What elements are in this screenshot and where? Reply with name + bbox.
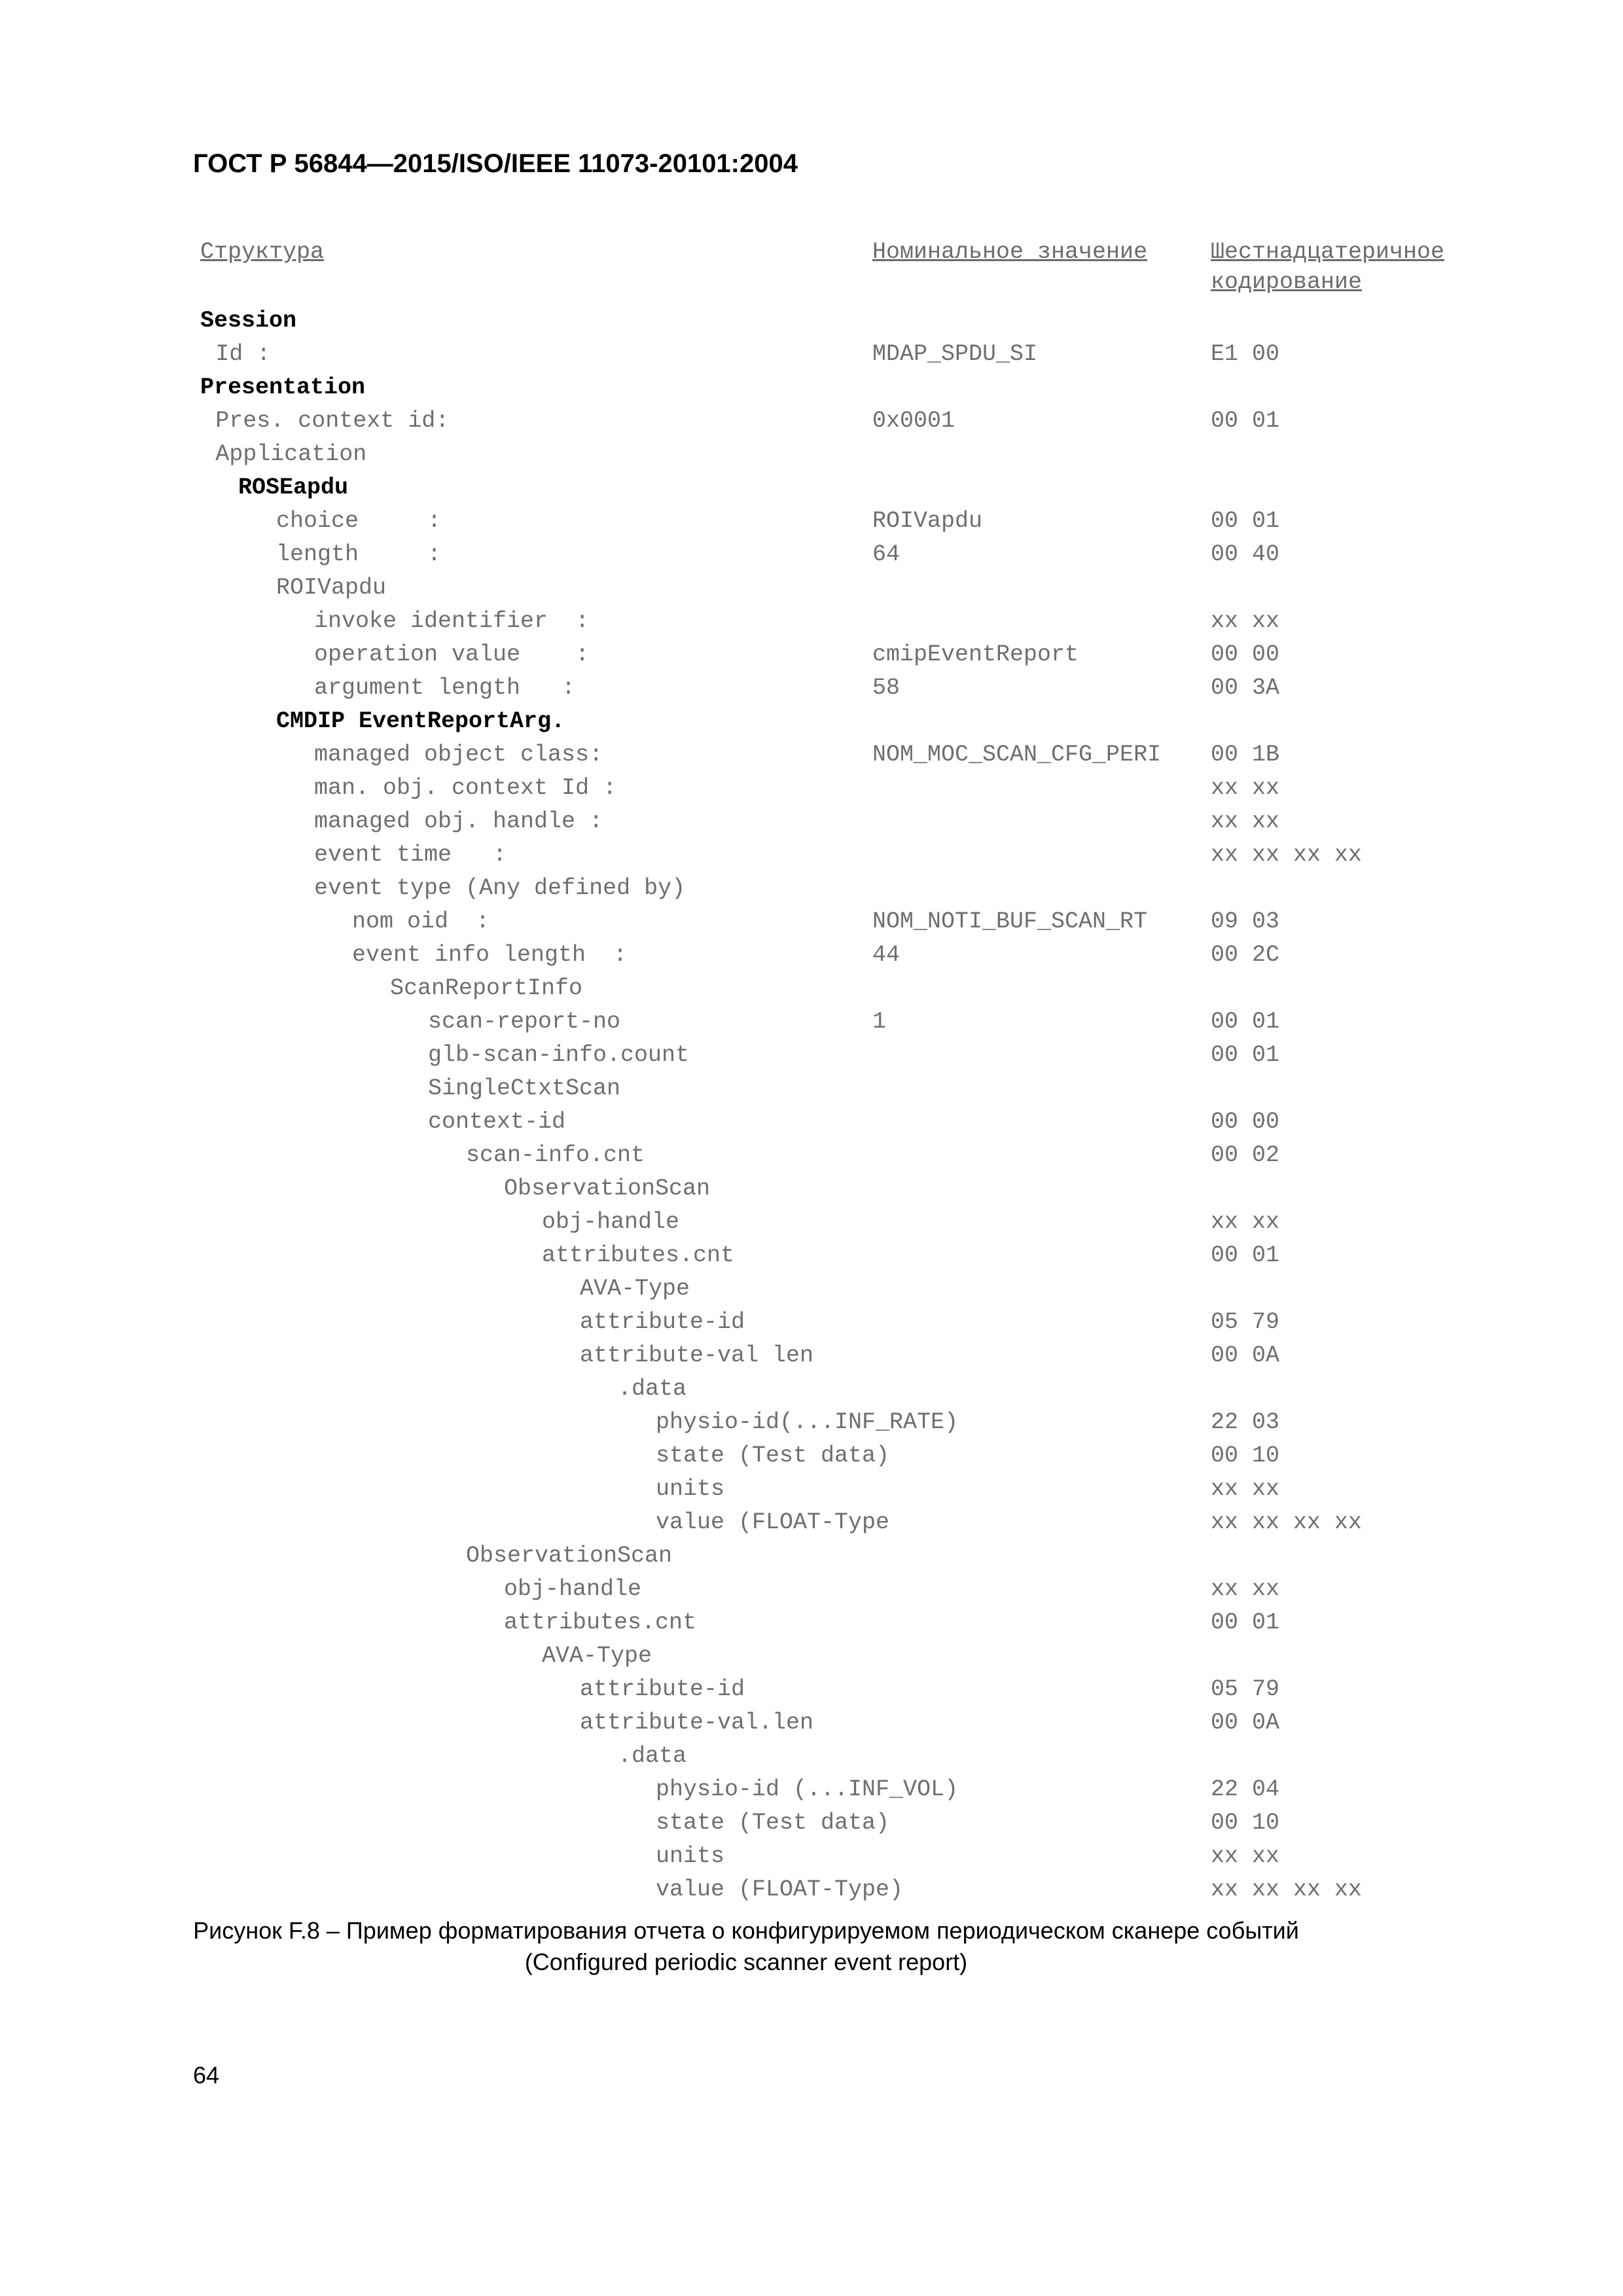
column-header-nominal-value: Номинальное значение bbox=[872, 239, 1148, 265]
hex-encoding: 00 00 bbox=[1211, 1109, 1280, 1135]
hex-encoding: 00 2C bbox=[1211, 942, 1280, 968]
table-row bbox=[0, 1740, 1623, 1773]
table-row bbox=[0, 872, 1623, 905]
structure-field: attribute-val len bbox=[580, 1342, 814, 1369]
structure-field: attribute-val.len bbox=[580, 1710, 814, 1736]
structure-field: choice : bbox=[276, 508, 442, 534]
structure-field: .data bbox=[618, 1743, 687, 1769]
table-row bbox=[0, 805, 1623, 838]
table-row bbox=[0, 1539, 1623, 1573]
hex-encoding: 00 01 bbox=[1211, 508, 1280, 534]
hex-encoding: xx xx bbox=[1211, 808, 1280, 834]
structure-field: glb-scan-info.count bbox=[428, 1042, 690, 1068]
hex-encoding: 22 04 bbox=[1211, 1776, 1280, 1803]
table-row bbox=[0, 672, 1623, 705]
nominal-value: NOM_NOTI_BUF_SCAN_RT bbox=[872, 908, 1148, 935]
hex-encoding: xx xx bbox=[1211, 775, 1280, 801]
table-row bbox=[0, 304, 1623, 338]
structure-field: nom oid : bbox=[352, 908, 490, 935]
structure-field: operation value : bbox=[314, 641, 590, 668]
structure-field: invoke identifier : bbox=[314, 608, 590, 634]
structure-field: ScanReportInfo bbox=[390, 975, 583, 1001]
structure-field: man. obj. context Id : bbox=[314, 775, 617, 801]
table-row bbox=[0, 638, 1623, 672]
table-row bbox=[0, 1406, 1623, 1439]
structure-field: Id : bbox=[215, 341, 271, 367]
hex-encoding: 00 10 bbox=[1211, 1443, 1280, 1469]
structure-field: AVA-Type bbox=[542, 1643, 652, 1669]
nominal-value: MDAP_SPDU_SI bbox=[872, 341, 1038, 367]
structure-field: argument length : bbox=[314, 675, 576, 701]
table-row bbox=[0, 1606, 1623, 1640]
table-row bbox=[0, 1439, 1623, 1473]
table-row bbox=[0, 1806, 1623, 1840]
structure-field: event time : bbox=[314, 842, 507, 868]
hex-encoding: 05 79 bbox=[1211, 1309, 1280, 1335]
structure-field: state (Test data) bbox=[656, 1443, 890, 1469]
structure-field: Pres. context id: bbox=[215, 408, 450, 434]
hex-encoding: xx xx bbox=[1211, 1576, 1280, 1602]
table-row bbox=[0, 571, 1623, 605]
structure-field: length : bbox=[276, 541, 442, 567]
table-row bbox=[0, 1573, 1623, 1606]
hex-encoding: 00 02 bbox=[1211, 1142, 1280, 1168]
page-number: 64 bbox=[193, 2062, 220, 2089]
table-row bbox=[0, 905, 1623, 939]
structure-field: AVA-Type bbox=[580, 1276, 690, 1302]
table-row bbox=[0, 605, 1623, 638]
hex-encoding: 05 79 bbox=[1211, 1676, 1280, 1702]
structure-field: event type (Any defined by) bbox=[314, 875, 686, 901]
structure-field: Presentation bbox=[200, 374, 366, 401]
hex-encoding: 00 0A bbox=[1211, 1342, 1280, 1369]
nominal-value: NOM_MOC_SCAN_CFG_PERI bbox=[872, 742, 1162, 768]
nominal-value: 58 bbox=[872, 675, 901, 701]
table-row bbox=[0, 838, 1623, 872]
structure-field: ObservationScan bbox=[466, 1543, 673, 1569]
table-row bbox=[0, 1339, 1623, 1372]
nominal-value: 0x0001 bbox=[872, 408, 955, 434]
nominal-value: cmipEventReport bbox=[872, 641, 1079, 668]
table-row bbox=[0, 438, 1623, 471]
structure-field: state (Test data) bbox=[656, 1810, 890, 1836]
structure-field: units bbox=[656, 1476, 725, 1502]
column-header-structure: Структура bbox=[200, 239, 325, 265]
structure-field: managed obj. handle : bbox=[314, 808, 603, 834]
structure-field: scan-info.cnt bbox=[466, 1142, 645, 1168]
structure-field: ROSEapdu bbox=[238, 475, 349, 501]
hex-encoding: xx xx xx xx bbox=[1211, 1876, 1363, 1903]
table-row bbox=[0, 538, 1623, 571]
structure-field: SingleCtxtScan bbox=[428, 1075, 621, 1102]
table-row bbox=[0, 1840, 1623, 1873]
table-row bbox=[0, 1473, 1623, 1506]
hex-encoding: xx xx bbox=[1211, 1209, 1280, 1235]
structure-field: Application bbox=[215, 441, 367, 467]
figure-caption: Рисунок F.8 – Пример форматирования отчета о конфигурируемом периодическом сканере событий (Configured periodic scanner event report) bbox=[193, 1917, 1299, 1975]
table-row bbox=[0, 1306, 1623, 1339]
structure-field: value (FLOAT-Type) bbox=[656, 1876, 904, 1903]
structure-field: managed object class: bbox=[314, 742, 603, 768]
structure-field: units bbox=[656, 1843, 725, 1869]
hex-encoding: xx xx bbox=[1211, 608, 1280, 634]
table-row bbox=[0, 1005, 1623, 1039]
table-row bbox=[0, 972, 1623, 1005]
structure-field: attributes.cnt bbox=[542, 1242, 735, 1268]
structure-field: context-id bbox=[428, 1109, 566, 1135]
table-row bbox=[0, 1640, 1623, 1673]
hex-encoding: 00 01 bbox=[1211, 1042, 1280, 1068]
table-row bbox=[0, 772, 1623, 805]
table-row bbox=[0, 1172, 1623, 1206]
hex-encoding: 00 01 bbox=[1211, 1242, 1280, 1268]
table-row bbox=[0, 1873, 1623, 1907]
hex-encoding: 00 1B bbox=[1211, 742, 1280, 768]
structure-field: attribute-id bbox=[580, 1309, 745, 1335]
nominal-value: 64 bbox=[872, 541, 901, 567]
hex-encoding: 00 01 bbox=[1211, 408, 1280, 434]
hex-encoding: E1 00 bbox=[1211, 341, 1280, 367]
table-row bbox=[0, 705, 1623, 738]
structure-table bbox=[0, 304, 1623, 1907]
structure-field: ROIVapdu bbox=[276, 575, 387, 601]
nominal-value: 44 bbox=[872, 942, 901, 968]
table-row bbox=[0, 1239, 1623, 1272]
table-row bbox=[0, 1673, 1623, 1706]
structure-field: obj-handle bbox=[542, 1209, 680, 1235]
table-row bbox=[0, 1105, 1623, 1139]
table-row bbox=[0, 1039, 1623, 1072]
column-header-hex-encoding: Шестнадцатеричное кодирование bbox=[1211, 239, 1445, 295]
table-row bbox=[0, 1506, 1623, 1539]
table-row bbox=[0, 338, 1623, 371]
hex-encoding: 09 03 bbox=[1211, 908, 1280, 935]
hex-encoding: 00 01 bbox=[1211, 1009, 1280, 1035]
table-row bbox=[0, 1706, 1623, 1740]
table-row bbox=[0, 1773, 1623, 1806]
structure-field: physio-id(...INF_RATE) bbox=[656, 1409, 959, 1435]
hex-encoding: xx xx bbox=[1211, 1476, 1280, 1502]
table-row bbox=[0, 738, 1623, 772]
nominal-value: 1 bbox=[872, 1009, 887, 1035]
hex-encoding: 00 40 bbox=[1211, 541, 1280, 567]
hex-encoding: 22 03 bbox=[1211, 1409, 1280, 1435]
table-row bbox=[0, 1372, 1623, 1406]
table-row bbox=[0, 1072, 1623, 1105]
structure-field: physio-id (...INF_VOL) bbox=[656, 1776, 959, 1803]
hex-encoding: 00 10 bbox=[1211, 1810, 1280, 1836]
hex-encoding: 00 00 bbox=[1211, 641, 1280, 668]
structure-field: obj-handle bbox=[504, 1576, 642, 1602]
hex-encoding: xx xx bbox=[1211, 1843, 1280, 1869]
table-row bbox=[0, 1139, 1623, 1172]
structure-field: ObservationScan bbox=[504, 1175, 711, 1202]
structure-field: .data bbox=[618, 1376, 687, 1402]
table-row bbox=[0, 1206, 1623, 1239]
hex-encoding: xx xx xx xx bbox=[1211, 842, 1363, 868]
table-row bbox=[0, 939, 1623, 972]
structure-field: CMDIP EventReportArg. bbox=[276, 708, 565, 734]
structure-field: value (FLOAT-Type bbox=[656, 1509, 890, 1535]
structure-field: Session bbox=[200, 308, 297, 334]
structure-field: event info length : bbox=[352, 942, 628, 968]
hex-encoding: 00 3A bbox=[1211, 675, 1280, 701]
table-row bbox=[0, 1272, 1623, 1306]
hex-encoding: 00 01 bbox=[1211, 1609, 1280, 1636]
structure-field: attribute-id bbox=[580, 1676, 745, 1702]
nominal-value: ROIVapdu bbox=[872, 508, 983, 534]
table-row bbox=[0, 505, 1623, 538]
hex-encoding: xx xx xx xx bbox=[1211, 1509, 1363, 1535]
structure-field: attributes.cnt bbox=[504, 1609, 697, 1636]
structure-field: scan-report-no bbox=[428, 1009, 621, 1035]
table-row bbox=[0, 471, 1623, 505]
hex-encoding: 00 0A bbox=[1211, 1710, 1280, 1736]
document-header: ГОСТ Р 56844—2015/ISO/IEEE 11073-20101:2004 bbox=[193, 149, 798, 178]
table-row bbox=[0, 404, 1623, 438]
table-row bbox=[0, 371, 1623, 404]
